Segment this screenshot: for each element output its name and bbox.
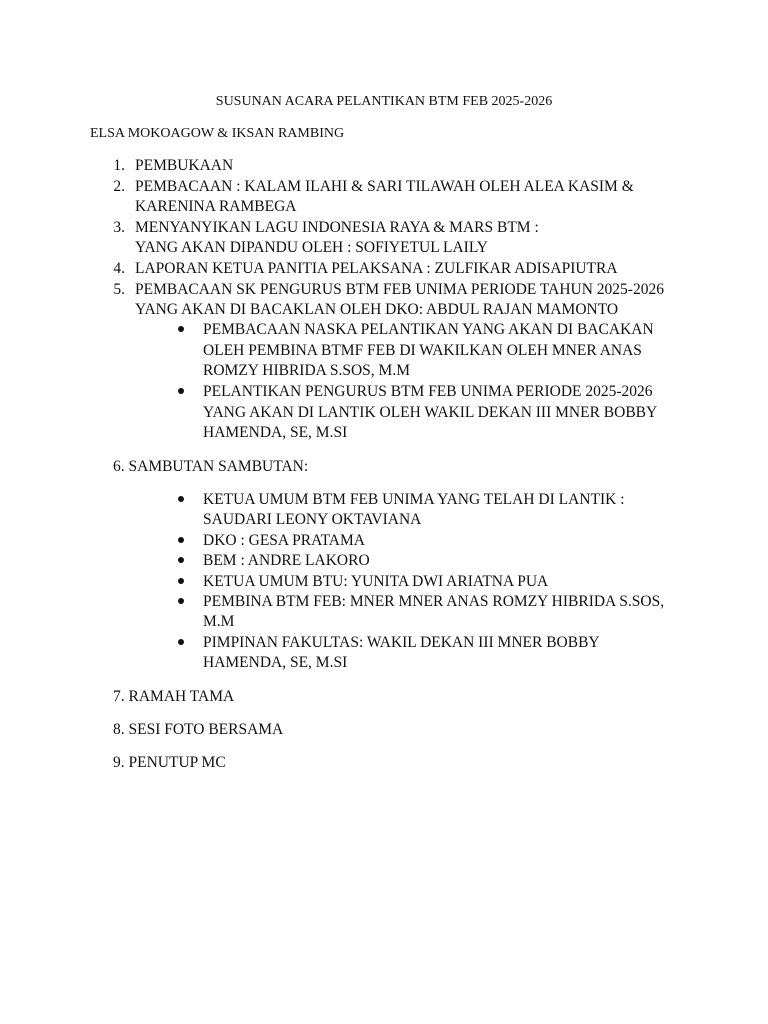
bullet-icon xyxy=(178,557,184,563)
bullet-item-text: OLEH PEMBINA BTMF FEB DI WAKILKAN OLEH MNER ANAS xyxy=(203,342,642,359)
document-title: SUSUNAN ACARA PELANTIKAN BTM FEB 2025-2026 xyxy=(215,94,553,109)
bullet-item-text: ROMZY HIBRIDA S.SOS, M.M xyxy=(203,362,410,379)
bullet-item-text: HAMENDA, SE, M.SI xyxy=(203,424,348,441)
list-item-text: PEMBACAAN : KALAM ILAHI & SARI TILAWAH OLEH ALEA KASIM & xyxy=(135,178,634,195)
list-item-text: YANG AKAN DI BACAKLAN OLEH DKO: ABDUL RAJAN MAMONTO xyxy=(135,301,619,318)
list-item-text: LAPORAN KETUA PANITIA PELAKSANA : ZULFIKAR ADISAPIUTRA xyxy=(135,260,618,277)
bullet-item-text: PEMBACAAN NASKA PELANTIKAN YANG AKAN DI BACAKAN xyxy=(203,321,654,338)
bullet-icon xyxy=(178,326,184,332)
bullet-item-text: KETUA UMUM BTM FEB UNIMA YANG TELAH DI LANTIK : xyxy=(203,491,625,508)
section-heading: 6. SAMBUTAN SAMBUTAN: xyxy=(113,458,309,475)
bullet-item-text: HAMENDA, SE, M.SI xyxy=(203,654,348,671)
list-item-text: KARENINA RAMBEGA xyxy=(135,198,297,215)
bullet-icon xyxy=(178,598,184,604)
list-item-text: 8. SESI FOTO BERSAMA xyxy=(113,721,284,738)
bullet-item-text: PEMBINA BTM FEB: MNER MNER ANAS ROMZY HIBRIDA S.SOS, xyxy=(203,593,665,610)
list-item-number: 1. xyxy=(113,157,125,174)
list-item-text: 9. PENUTUP MC xyxy=(113,754,226,771)
list-item-text: YANG AKAN DIPANDU OLEH : SOFIYETUL LAILY xyxy=(135,239,488,256)
bullet-icon xyxy=(178,639,184,645)
list-item-number: 2. xyxy=(113,178,125,195)
list-item-text: PEMBUKAAN xyxy=(135,157,234,174)
bullet-icon xyxy=(178,496,184,502)
bullet-item-text: KETUA UMUM BTU: YUNITA DWI ARIATNA PUA xyxy=(203,573,549,590)
bullet-item-text: PELANTIKAN PENGURUS BTM FEB UNIMA PERIODE 2025-2026 xyxy=(203,383,653,400)
bullet-item-text: DKO : GESA PRATAMA xyxy=(203,532,365,549)
bullet-icon xyxy=(178,537,184,543)
list-item-number: 3. xyxy=(113,219,125,236)
list-item-text: MENYANYIKAN LAGU INDONESIA RAYA & MARS BTM : xyxy=(135,219,539,236)
mc-names: ELSA MOKOAGOW & IKSAN RAMBING xyxy=(90,126,345,141)
bullet-icon xyxy=(178,388,184,394)
bullet-item-text: YANG AKAN DI LANTIK OLEH WAKIL DEKAN III MNER BOBBY xyxy=(203,404,658,421)
list-item-text: PEMBACAAN SK PENGURUS BTM FEB UNIMA PERIODE TAHUN 2025-2026 xyxy=(135,281,664,298)
list-item-number: 5. xyxy=(113,281,125,298)
bullet-item-text: BEM : ANDRE LAKORO xyxy=(203,552,370,569)
bullet-icon xyxy=(178,578,184,584)
bullet-item-text: SAUDARI LEONY OKTAVIANA xyxy=(203,511,422,528)
list-item-text: 7. RAMAH TAMA xyxy=(113,688,235,705)
list-item-number: 4. xyxy=(113,260,125,277)
bullet-item-text: PIMPINAN FAKULTAS: WAKIL DEKAN III MNER BOBBY xyxy=(203,634,600,651)
bullet-item-text: M.M xyxy=(203,613,235,630)
